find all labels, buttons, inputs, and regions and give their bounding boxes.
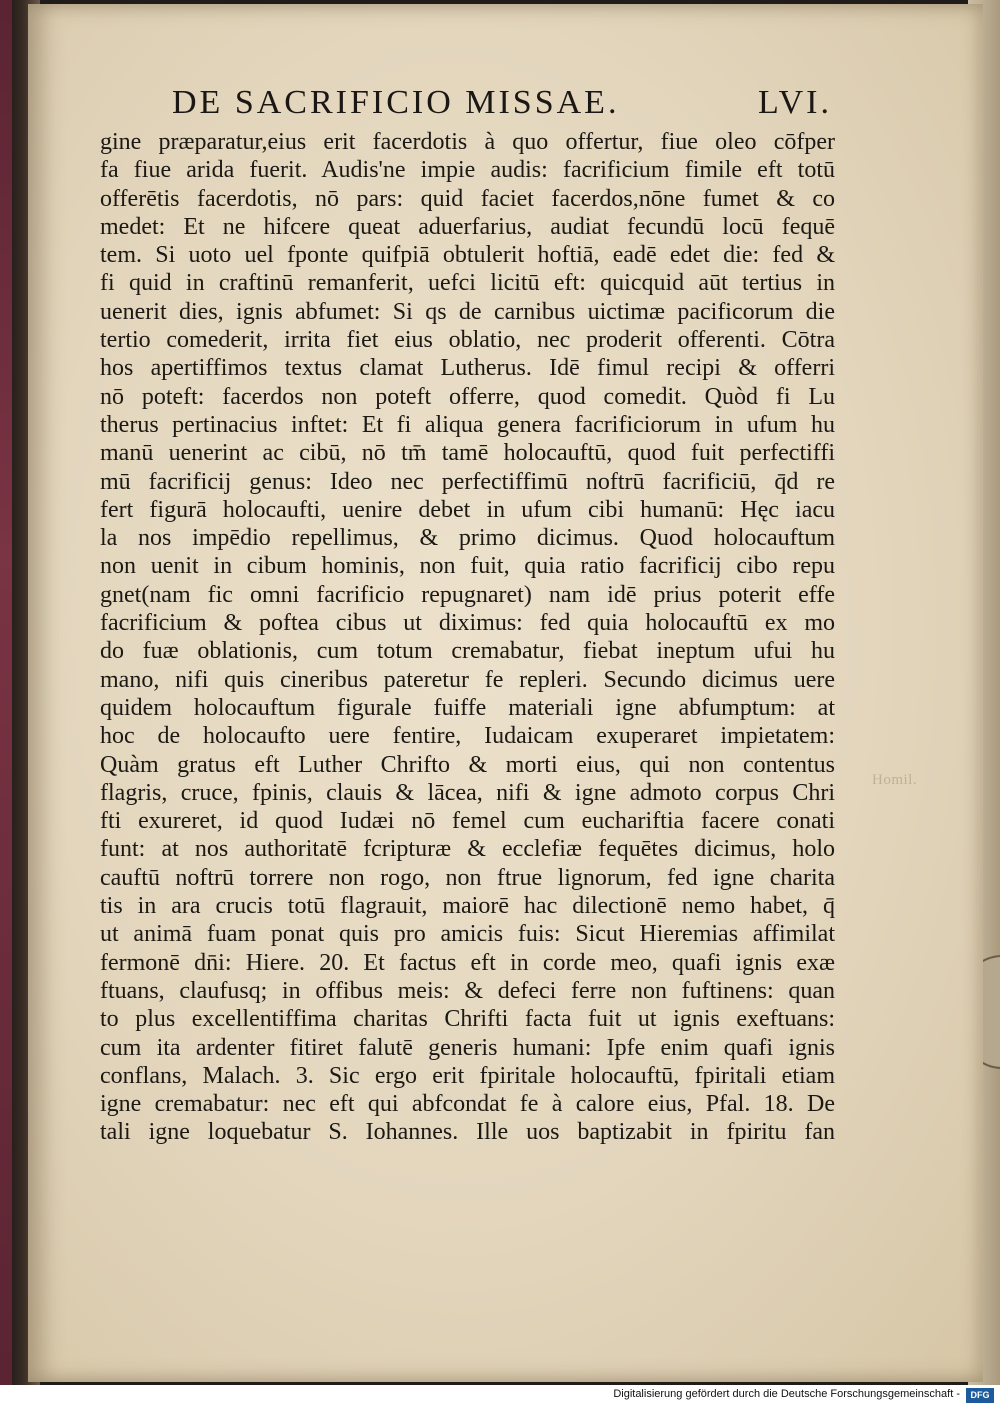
text-line: cum ita ardenter fitiret falutē generis humani: Ipfe enim quafi ignis — [100, 1034, 835, 1061]
text-line: fti exureret, id quod Iudæi nō femel cum euchariftia facere conati — [100, 808, 835, 835]
text-line: ut animā fuam ponat quis pro amicis fuis: Sicut Hieremias affimilat — [100, 921, 835, 948]
funding-credit: Digitalisierung gefördert durch die Deutsche Forschungsgemeinschaft - — [613, 1388, 960, 1400]
bleed-through-note: Homil. — [872, 772, 918, 788]
folio-number: LVI. — [757, 84, 832, 121]
footer-bar — [0, 1385, 1000, 1407]
text-line: mano, nifi quis cineribus pateretur fe repleri. Secundo dicimus uere — [100, 666, 835, 693]
book-cover-edge — [0, 0, 12, 1385]
text-line: conflans, Malach. 3. Sic ergo erit fpiritale holocauftū, fpiritali etiam — [100, 1062, 835, 1089]
text-line: hoc de holocaufto uere fentire, Iudaicam exuperaret impietatem: — [100, 723, 835, 750]
body-text — [100, 128, 835, 1147]
text-line: medet: Et ne hifcere queat aduerfarius, audiat fecundū locū fequē — [100, 213, 835, 240]
text-line: igne cremabatur: nec eft qui abfcondat fe à calore eius, Pfal. 18. De — [100, 1091, 835, 1118]
text-line: quidem holocauftum figurale fuiffe materiali igne abfumptum: at — [100, 694, 835, 721]
text-line: uenerit dies, ignis abfumet: Si qs de carnibus uictimæ pacificorum die — [100, 298, 835, 325]
dfg-logo: DFG — [966, 1388, 994, 1403]
text-line: nō poteft: facerdos non poteft offerre, quod comedit. Quòd fi Lu — [100, 383, 835, 410]
text-line: tali igne loquebatur S. Iohannes. Ille uos baptizabit in fpiritu fan — [100, 1119, 835, 1146]
text-line: tem. Si uoto uel fponte quifpiā obtulerit hoftiā, eadē edet die: fed & — [100, 242, 835, 269]
text-line: flagris, cruce, fpinis, clauis & lācea, nifi & igne admoto corpus Chri — [100, 779, 835, 806]
text-line: cauftū noftrū torrere non rogo, non ftrue lignorum, fed igne charita — [100, 864, 835, 891]
text-line: manū uenerint ac cibū, nō tm̄ tamē holocauftū, quod fuit perfectiffi — [100, 440, 835, 467]
text-line: do fuæ oblationis, cum totum cremabatur, fiebat ineptum ufui hu — [100, 638, 835, 665]
text-line: offerētis facerdotis, nō pars: quid faciet facerdos,nōne fumet & co — [100, 185, 835, 212]
text-line: ftuans, claufusq; in offibus meis: & defeci ferre non fuftinens: quan — [100, 977, 835, 1004]
text-line: mū facrificij genus: Ideo nec perfectiffimū noftrū facrificiū, q̄d re — [100, 468, 835, 495]
text-line: gnet(nam fic omni facrificio repugnaret) nam idē prius poterit effe — [100, 581, 835, 608]
running-head: DE SACRIFICIO MISSAE. — [172, 84, 620, 121]
text-line: facrificium & poftea cibus ut diximus: fed quia holocauftū ex mo — [100, 610, 835, 637]
text-line: funt: at nos authoritatē fcripturæ & ecclefiæ fequētes dicimus, holo — [100, 836, 835, 863]
text-line: gine præparatur,eius erit facerdotis à quo offertur, fiue oleo cōfper — [100, 129, 835, 155]
text-line: fa fiue arida fuerit. Audis'ne impie audis: facrificium fimile eft totū — [100, 157, 835, 184]
text-line: Quàm gratus eft Luther Chrifto & morti eius, qui non contentus — [100, 751, 835, 778]
page-header — [172, 84, 832, 134]
text-line: fi quid in craftinū remanferit, uefci licitū eft: quicquid aūt tertius in — [100, 270, 835, 297]
text-line: to plus excellentiffima charitas Chrifti facta fuit ut ignis exeftuans: — [100, 1006, 835, 1033]
text-line: therus pertinacius inftet: Et fi aliqua genera facrificiorum in ufum hu — [100, 411, 835, 438]
text-line: fermonē dn̄i: Hiere. 20. Et factus eft in corde meo, quafi ignis exæ — [100, 949, 835, 976]
text-line: non uenit in cibum hominis, non fuit, quia ratio facrificij cibo repu — [100, 553, 835, 580]
text-line: la nos impēdio repellimus, & primo dicimus. Quod holocauftum — [100, 525, 835, 552]
text-line: tis in ara crucis totū flagrauit, maiorē hac dilectionē nemo habet, q̄ — [100, 893, 835, 920]
text-line: fert figurā holocaufti, uenire debet in ufum cibi humanū: Hęc iacu — [100, 496, 835, 523]
text-line: hos apertiffimos textus clamat Lutherus. Idē fimul recipi & offerri — [100, 355, 835, 382]
text-line: tertio comederit, irrita fiet eius oblatio, nec proderit offerenti. Cōtra — [100, 327, 835, 354]
